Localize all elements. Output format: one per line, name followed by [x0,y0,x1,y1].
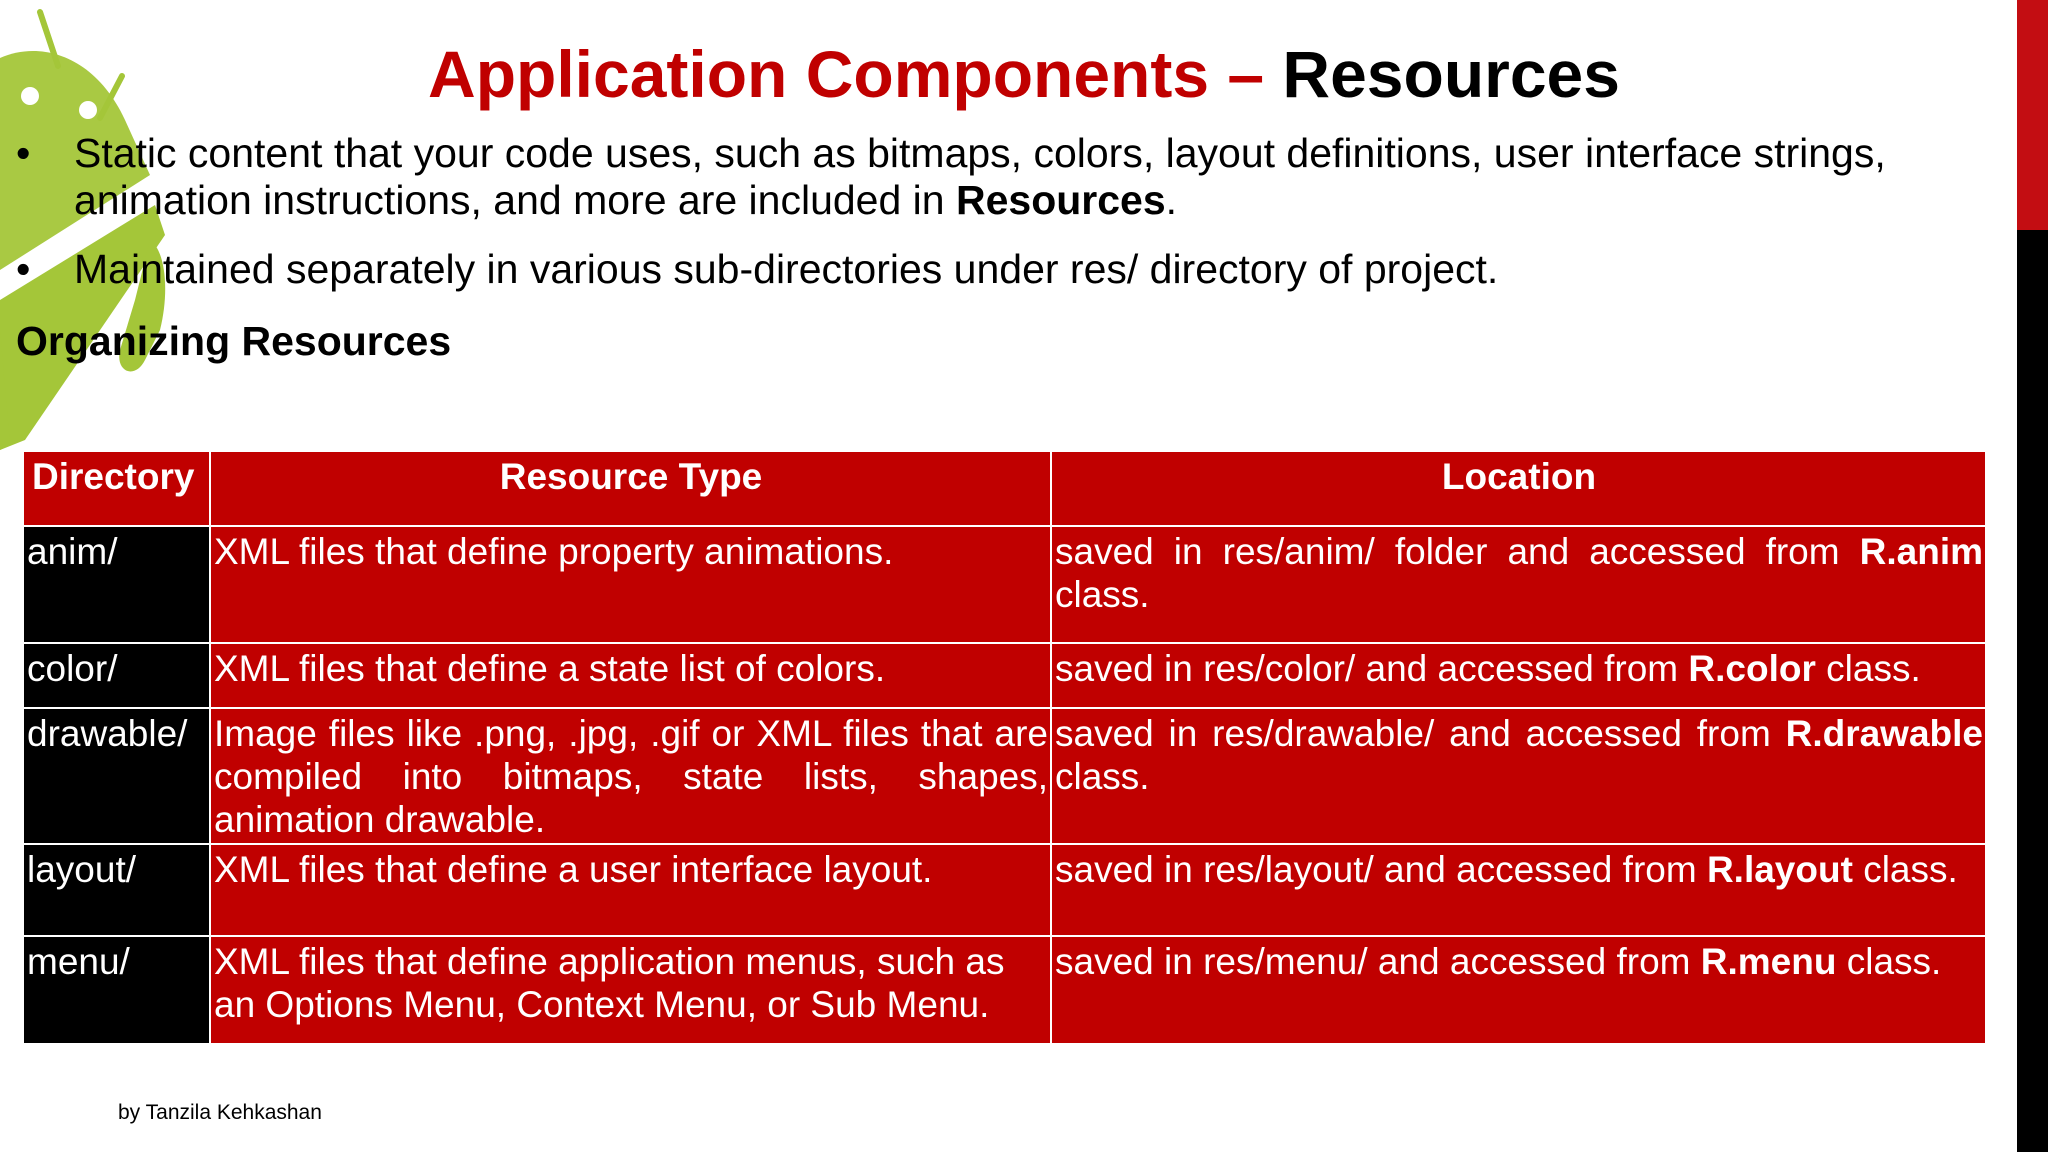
bullet-text-end: . [1165,177,1178,223]
location-text-end: class. [1836,941,1942,982]
location-class: R.drawable [1785,713,1983,754]
bullet-text: Static content that your code uses, such as bitmaps, colors, layout definitions, user interface strings, animation instructions, and more are included in [74,130,1886,223]
cell-directory: drawable/ [23,708,210,844]
cell-resource-type: Image files like .png, .jpg, .gif or XML files that are compiled into bitmaps, state lists, shapes, animation drawable. [210,708,1051,844]
location-text: saved in res/anim/ folder and accessed from [1055,531,1860,572]
bullet-bold: Resources [955,177,1166,223]
table-header-row [23,451,1986,526]
cell-location [1051,844,1986,936]
location-text: saved in res/menu/ and accessed from [1055,941,1701,982]
slide-title [0,36,2048,112]
location-class: R.color [1688,648,1816,689]
header-directory: Directory [23,451,210,526]
location-text-end: class. [1815,648,1921,689]
cell-resource-type: XML files that define property animations. [210,526,1051,643]
table-row [23,526,1986,643]
title-part-red: Application Components – [428,37,1265,111]
bullet-list [16,130,2006,315]
location-class: R.layout [1706,849,1853,890]
cell-location [1051,526,1986,643]
bullet-item [16,130,2006,224]
location-text: saved in res/drawable/ and accessed from [1055,713,1786,754]
bullet-item [16,246,2006,293]
location-text: saved in res/layout/ and accessed from [1055,849,1707,890]
location-text: saved in res/color/ and accessed from [1055,648,1689,689]
table-row [23,844,1986,936]
cell-resource-type: XML files that define a state list of colors. [210,643,1051,708]
title-part-black: Resources [1282,37,1620,111]
table-row [23,708,1986,844]
cell-directory: layout/ [23,844,210,936]
cell-location [1051,936,1986,1044]
location-class: R.anim [1859,531,1983,572]
cell-directory: menu/ [23,936,210,1044]
section-subheading: Organizing Resources [16,318,452,364]
bullet-text: Maintained separately in various sub-directories under res/ directory of project. [74,246,1499,292]
cell-location [1051,643,1986,708]
resources-table [22,450,1987,1045]
author-footer: by Tanzila Kehkashan [118,1101,322,1124]
accent-bar-red [2017,0,2048,230]
cell-resource-type: XML files that define application menus, such as an Options Menu, Context Menu, or Sub Menu. [210,936,1051,1044]
cell-directory: color/ [23,643,210,708]
table-row [23,936,1986,1044]
bullet-dot: • [16,246,31,292]
location-class: R.menu [1700,941,1837,982]
bullet-dot: • [16,130,31,176]
header-location: Location [1051,451,1986,526]
table-row [23,643,1986,708]
cell-resource-type: XML files that define a user interface layout. [210,844,1051,936]
header-resource-type: Resource Type [210,451,1051,526]
location-text-end: class. [1055,574,1150,615]
location-text-end: class. [1055,756,1150,797]
cell-location [1051,708,1986,844]
accent-bar-black [2017,230,2048,1152]
cell-directory: anim/ [23,526,210,643]
location-text-end: class. [1852,849,1958,890]
